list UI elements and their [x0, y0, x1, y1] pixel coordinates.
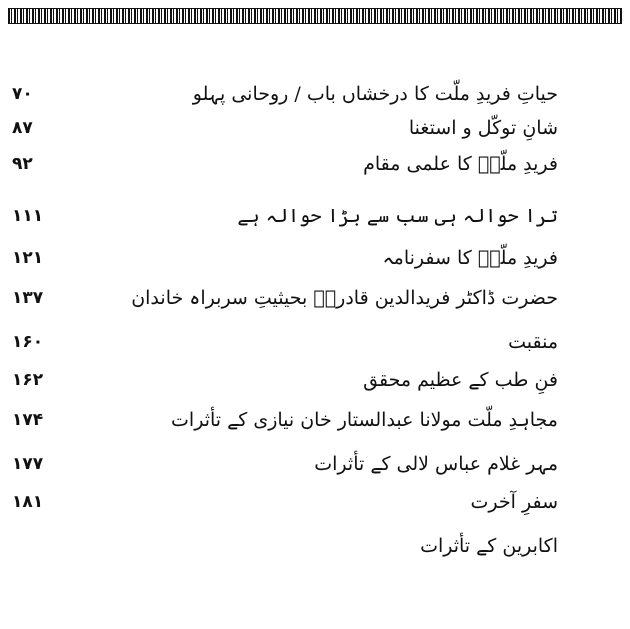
toc-page-number: ۱۸۱: [12, 492, 44, 512]
toc-row: [0, 486, 630, 518]
toc-entry-title: مجاہدِ ملّت مولانا عبدالستار خان نیازی کے تأثرات: [171, 409, 558, 431]
toc-page-number: ۹۲: [12, 154, 33, 174]
toc-page-number: ۱۷۴: [12, 410, 44, 430]
toc-row: [0, 200, 630, 232]
toc-row: [0, 148, 630, 180]
toc-page-number: ۱۷۷: [12, 454, 44, 474]
toc-entry-title: منقبت: [508, 331, 558, 353]
toc-page-number: ۸۷: [12, 118, 33, 138]
toc-row: [0, 404, 630, 436]
toc-entry-title: فریدِ ملّتؒ کا علمی مقام: [363, 153, 558, 175]
toc-page-number: ۱۱۱: [12, 206, 44, 226]
toc-entry-title: شانِ توکّل و استغنا: [408, 117, 558, 139]
toc-page-number: ۱۶۲: [12, 370, 44, 390]
toc-page-number: ۱۲۱: [12, 248, 44, 268]
toc-entry-title: سفرِ آخرت: [470, 491, 558, 513]
toc-entry-title: فریدِ ملّتؒ کا سفرنامہ: [382, 247, 558, 269]
toc-entry-title: حیاتِ فریدِ ملّت کا درخشاں باب / روحانی پہلو: [192, 83, 558, 105]
toc-row: [0, 364, 630, 396]
toc-row: [0, 326, 630, 358]
toc-entry-title: اکابرین کے تأثرات: [420, 535, 558, 557]
toc-row: [0, 282, 630, 314]
toc-row: [0, 112, 630, 144]
toc-row: [0, 242, 630, 274]
toc-entry-title: ترا حوالہ ہی سب سے بڑا حوالہ ہے: [237, 205, 558, 227]
toc-row: [0, 448, 630, 480]
toc-page-number: ۱۶۰: [12, 332, 44, 352]
toc-page-number: ۱۳۷: [12, 288, 44, 308]
toc-row: [0, 78, 630, 110]
toc-entry-title: مہر غلام عباس لالی کے تأثرات: [314, 453, 558, 475]
top-border: [8, 8, 622, 24]
toc-row: [0, 530, 630, 562]
toc-entry-title: فنِ طب کے عظیم محقق: [363, 369, 558, 391]
toc-entry-title: حضرت ڈاکٹر فریدالدین قادریؒ بحیثیتِ سربراہ خاندان: [131, 287, 558, 309]
toc-page-number: ۷۰: [12, 84, 33, 104]
